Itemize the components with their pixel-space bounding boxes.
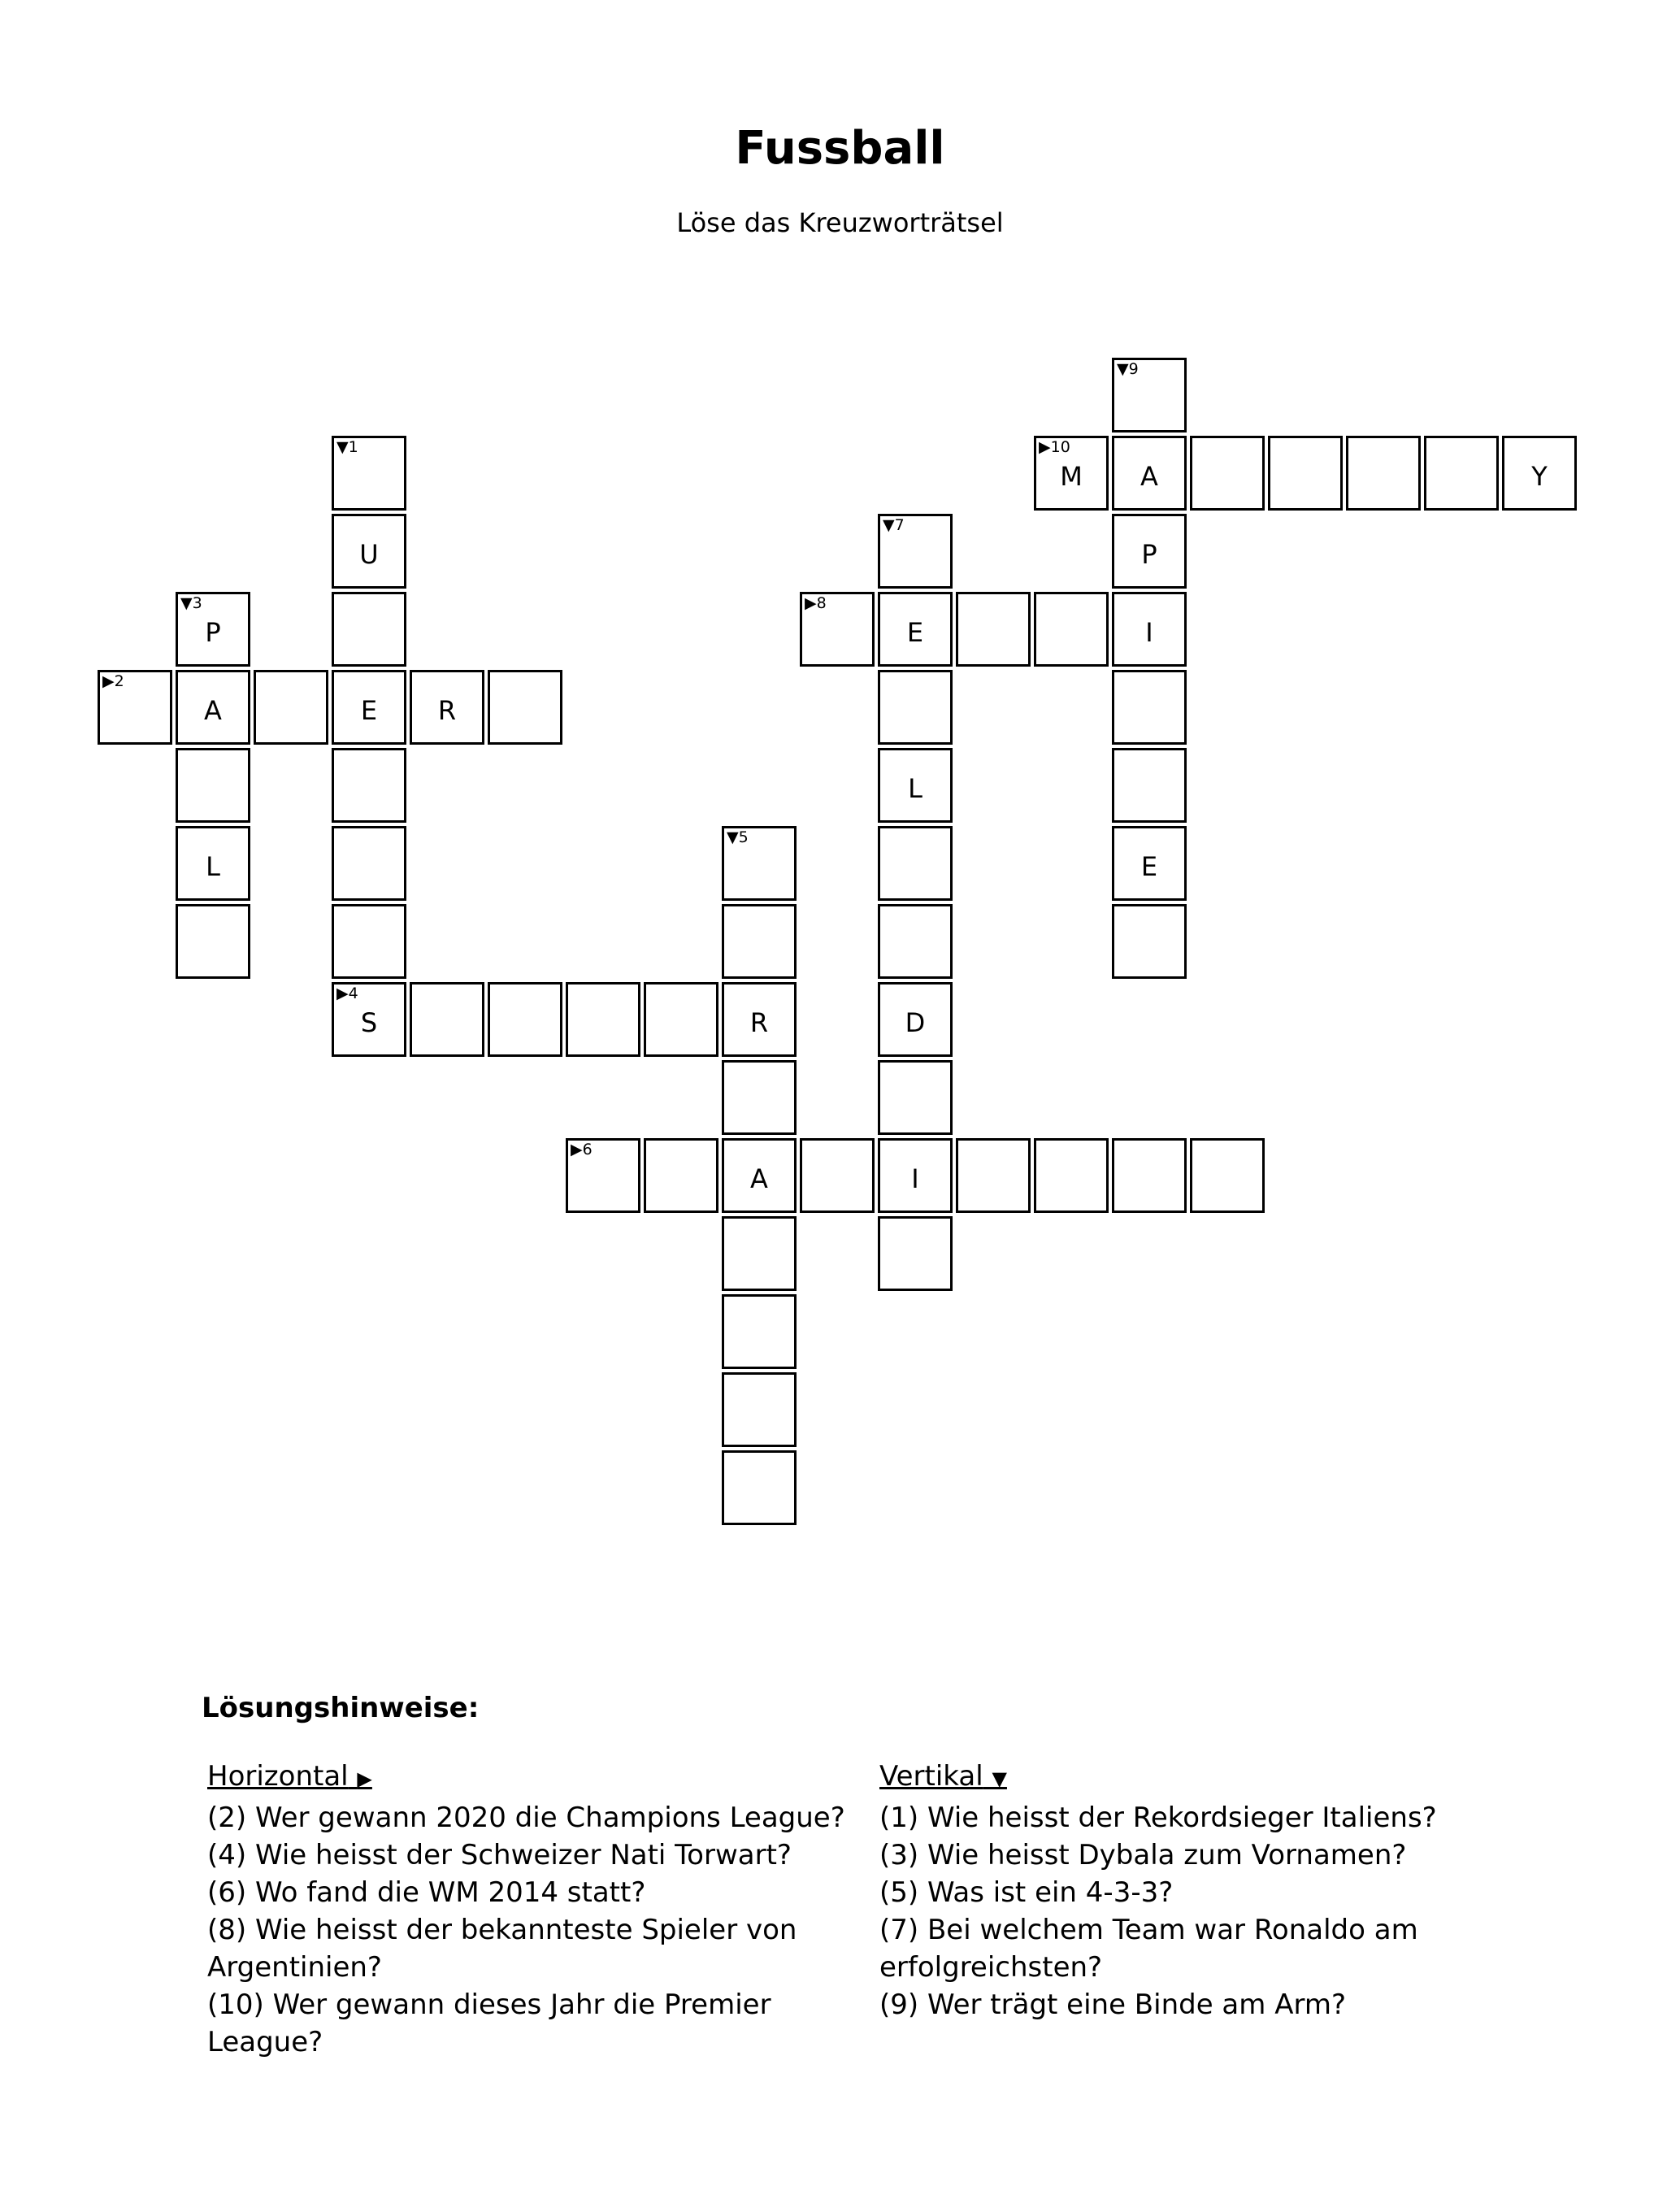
grid-cell[interactable]: [488, 982, 562, 1057]
grid-cell[interactable]: [1112, 1138, 1187, 1213]
grid-cell[interactable]: [176, 670, 250, 745]
clue-number: ▼3: [180, 594, 202, 612]
across-heading: Horizontal ▶: [207, 1760, 372, 1793]
grid-cell[interactable]: [410, 670, 484, 745]
grid-cell[interactable]: [488, 670, 562, 745]
grid-cell[interactable]: [1190, 436, 1265, 511]
grid-cell[interactable]: [176, 748, 250, 823]
grid-cell[interactable]: [332, 592, 406, 667]
cell-letter: I: [1145, 617, 1153, 648]
grid-cell[interactable]: [878, 1060, 953, 1135]
grid-cell[interactable]: [878, 982, 953, 1057]
grid-cell[interactable]: [1112, 592, 1187, 667]
clue-number: ▼7: [883, 516, 905, 534]
clue-across-6: (6) Wo fand die WM 2014 statt?: [207, 1876, 646, 1909]
clue-down-5: (5) Was ist ein 4-3-3?: [879, 1876, 1174, 1909]
grid-cell[interactable]: [332, 904, 406, 979]
grid-cell[interactable]: [722, 1216, 797, 1291]
across-clues: [207, 1758, 882, 2061]
down-arrow-icon: ▼: [992, 1767, 1007, 1790]
grid-cell[interactable]: [1112, 904, 1187, 979]
clue-down-9: (9) Wer trägt eine Binde am Arm?: [879, 1989, 1346, 2021]
grid-cell[interactable]: [1268, 436, 1343, 511]
clue-across-2: (2) Wer gewann 2020 die Champions League?: [207, 1802, 845, 1834]
cell-letter: L: [206, 851, 220, 882]
grid-cell[interactable]: [644, 982, 718, 1057]
cell-letter: A: [204, 695, 222, 726]
clue-across-8: (8) Wie heisst der bekannteste Spieler von Argentinien?: [207, 1914, 797, 1984]
grid-cell[interactable]: [644, 1138, 718, 1213]
grid-cell[interactable]: [332, 514, 406, 589]
clue-across-10: (10) Wer gewann dieses Jahr die Premier League?: [207, 1989, 771, 2058]
grid-cell[interactable]: [722, 1450, 797, 1525]
clue-number: ▶2: [102, 672, 124, 690]
cell-letter: R: [437, 695, 457, 726]
cell-letter: E: [1140, 851, 1158, 882]
cell-letter: Y: [1531, 461, 1548, 492]
clue-number: ▼9: [1117, 360, 1139, 378]
grid-cell[interactable]: [878, 826, 953, 901]
grid-cell[interactable]: [332, 436, 406, 511]
grid-cell[interactable]: [878, 514, 953, 589]
grid-cell[interactable]: [878, 670, 953, 745]
grid-cell[interactable]: [800, 1138, 875, 1213]
cell-letter: P: [1141, 539, 1157, 570]
cell-letter: A: [1140, 461, 1158, 492]
page-subtitle: Löse das Kreuzworträtsel: [676, 207, 1004, 238]
cell-letter: P: [205, 617, 221, 648]
grid-cell[interactable]: [722, 1372, 797, 1447]
clue-number: ▼5: [727, 828, 749, 846]
grid-cell[interactable]: [176, 904, 250, 979]
grid-cell[interactable]: [722, 982, 797, 1057]
cell-letter: A: [750, 1163, 768, 1194]
grid-cell[interactable]: [722, 1060, 797, 1135]
cell-letter: I: [911, 1163, 919, 1194]
down-clues: [879, 1758, 1554, 2023]
cell-letter: M: [1060, 461, 1083, 492]
clue-number: ▶6: [571, 1141, 593, 1158]
grid-cell[interactable]: [1502, 436, 1577, 511]
grid-cell[interactable]: [878, 1216, 953, 1291]
grid-cell[interactable]: [332, 982, 406, 1057]
grid-cell[interactable]: [722, 1294, 797, 1369]
grid-cell[interactable]: [722, 826, 797, 901]
hints-heading: Lösungshinweise:: [202, 1692, 480, 1724]
grid-cell[interactable]: [1034, 436, 1109, 511]
grid-cell[interactable]: [878, 904, 953, 979]
grid-cell[interactable]: [722, 1138, 797, 1213]
grid-cell[interactable]: [1112, 514, 1187, 589]
grid-cell[interactable]: [878, 592, 953, 667]
clue-down-1: (1) Wie heisst der Rekordsieger Italiens?: [879, 1802, 1437, 1834]
grid-cell[interactable]: [566, 982, 640, 1057]
cell-letter: S: [360, 1007, 378, 1038]
grid-cell[interactable]: [1034, 592, 1109, 667]
grid-cell[interactable]: [332, 670, 406, 745]
grid-cell[interactable]: [1424, 436, 1499, 511]
down-heading: Vertikal ▼: [879, 1760, 1007, 1793]
grid-cell[interactable]: [800, 592, 875, 667]
grid-cell[interactable]: [332, 748, 406, 823]
clue-number: ▼1: [336, 438, 358, 456]
grid-cell[interactable]: [176, 592, 250, 667]
clue-across-4: (4) Wie heisst der Schweizer Nati Torwart?: [207, 1839, 792, 1871]
grid-cell[interactable]: [1190, 1138, 1265, 1213]
grid-cell[interactable]: [1112, 670, 1187, 745]
clue-number: ▶4: [336, 984, 358, 1002]
cell-letter: D: [905, 1007, 926, 1038]
clue-number: ▶8: [805, 594, 827, 612]
grid-cell[interactable]: [98, 670, 172, 745]
grid-cell[interactable]: [722, 904, 797, 979]
grid-cell[interactable]: [878, 1138, 953, 1213]
grid-cell[interactable]: [176, 826, 250, 901]
cell-letter: E: [360, 695, 378, 726]
grid-cell[interactable]: [956, 1138, 1031, 1213]
clue-number: ▶10: [1039, 438, 1070, 456]
cell-letter: U: [359, 539, 379, 570]
grid-cell[interactable]: [254, 670, 328, 745]
grid-cell[interactable]: [332, 826, 406, 901]
cell-letter: R: [749, 1007, 769, 1038]
grid-cell[interactable]: [956, 592, 1031, 667]
grid-cell[interactable]: [410, 982, 484, 1057]
grid-cell[interactable]: [1112, 826, 1187, 901]
cell-letter: E: [906, 617, 924, 648]
right-arrow-icon: ▶: [357, 1767, 372, 1790]
grid-cell[interactable]: [1346, 436, 1421, 511]
grid-cell[interactable]: [566, 1138, 640, 1213]
cell-letter: L: [908, 773, 922, 804]
clue-down-3: (3) Wie heisst Dybala zum Vornamen?: [879, 1839, 1407, 1871]
grid-cell[interactable]: [878, 748, 953, 823]
clue-down-7: (7) Bei welchem Team war Ronaldo am erfolgreichsten?: [879, 1914, 1418, 1984]
grid-cell[interactable]: [1112, 748, 1187, 823]
grid-cell[interactable]: [1112, 358, 1187, 432]
grid-cell[interactable]: [1034, 1138, 1109, 1213]
page-title: Fussball: [735, 122, 945, 175]
grid-cell[interactable]: [1112, 436, 1187, 511]
